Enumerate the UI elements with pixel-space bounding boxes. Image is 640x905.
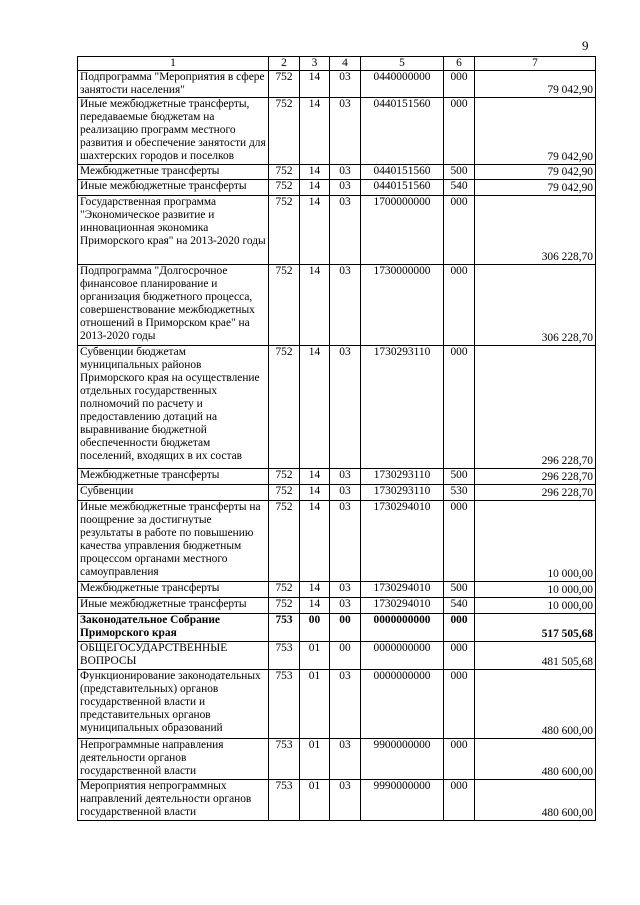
cell-name: Иные межбюджетные трансферты <box>78 598 269 614</box>
cell-admin-code: 752 <box>269 346 300 469</box>
cell-admin-code: 752 <box>269 265 300 346</box>
cell-name: Иные межбюджетные трансферты, передаваемые бюджетам на реализацию программ местного развития и обеспечение занятости для шахтерских городов и поселков <box>78 98 269 165</box>
column-header: 4 <box>330 57 361 71</box>
cell-section: 14 <box>300 165 330 180</box>
cell-amount: 10 000,00 <box>475 582 596 598</box>
cell-expense-type: 000 <box>444 196 475 265</box>
cell-expense-type: 530 <box>444 485 475 501</box>
cell-amount: 306 228,70 <box>475 196 596 265</box>
cell-expense-type: 500 <box>444 582 475 598</box>
column-header: 3 <box>300 57 330 71</box>
cell-name: Законодательное Собрание Приморского края <box>78 614 269 642</box>
page-number: 9 <box>582 38 589 53</box>
cell-section: 01 <box>300 780 330 821</box>
table-row <box>78 642 596 670</box>
cell-amount: 480 600,00 <box>475 739 596 780</box>
cell-name: Функционирование законодательных (представительных) органов государственной власти и представительных органов муниципальных образований <box>78 670 269 739</box>
cell-expense-type: 000 <box>444 265 475 346</box>
cell-section: 14 <box>300 582 330 598</box>
cell-subsection: 03 <box>330 469 361 485</box>
cell-expense-type: 500 <box>444 469 475 485</box>
table-row <box>78 165 596 180</box>
cell-amount: 10 000,00 <box>475 501 596 582</box>
column-header: 6 <box>444 57 475 71</box>
cell-target-article: 1700000000 <box>361 196 444 265</box>
cell-expense-type: 000 <box>444 501 475 582</box>
cell-subsection: 03 <box>330 180 361 196</box>
cell-subsection: 03 <box>330 485 361 501</box>
table-row <box>78 71 596 98</box>
cell-section: 01 <box>300 739 330 780</box>
cell-admin-code: 752 <box>269 598 300 614</box>
cell-target-article: 1730000000 <box>361 265 444 346</box>
cell-name: Субвенции бюджетам муниципальных районов Приморского края на осуществление отдельных государственных полномочий по расчету и предоставлению дотаций на выравнивание бюджетной обеспеченности бюджетам поселений, входящих в их состав <box>78 346 269 469</box>
cell-target-article: 0000000000 <box>361 642 444 670</box>
cell-section: 14 <box>300 180 330 196</box>
cell-target-article: 0000000000 <box>361 670 444 739</box>
cell-name: Мероприятия непрограммных направлений деятельности органов государственной власти <box>78 780 269 821</box>
cell-target-article: 1730293110 <box>361 346 444 469</box>
cell-target-article: 1730293110 <box>361 469 444 485</box>
cell-admin-code: 752 <box>269 165 300 180</box>
cell-amount: 296 228,70 <box>475 346 596 469</box>
cell-subsection: 00 <box>330 642 361 670</box>
cell-section: 00 <box>300 614 330 642</box>
cell-subsection: 03 <box>330 265 361 346</box>
cell-expense-type: 540 <box>444 598 475 614</box>
column-header: 2 <box>269 57 300 71</box>
cell-amount: 517 505,68 <box>475 614 596 642</box>
cell-section: 14 <box>300 501 330 582</box>
cell-expense-type: 000 <box>444 642 475 670</box>
cell-amount: 481 505,68 <box>475 642 596 670</box>
cell-target-article: 0000000000 <box>361 614 444 642</box>
table-row <box>78 180 596 196</box>
cell-admin-code: 752 <box>269 582 300 598</box>
table-row <box>78 739 596 780</box>
cell-admin-code: 752 <box>269 180 300 196</box>
cell-expense-type: 000 <box>444 71 475 98</box>
cell-admin-code: 752 <box>269 469 300 485</box>
table-row <box>78 469 596 485</box>
cell-target-article: 0440151560 <box>361 165 444 180</box>
table-row <box>78 598 596 614</box>
cell-name: Межбюджетные трансферты <box>78 165 269 180</box>
cell-section: 01 <box>300 670 330 739</box>
cell-subsection: 03 <box>330 739 361 780</box>
cell-expense-type: 000 <box>444 739 475 780</box>
cell-section: 14 <box>300 485 330 501</box>
cell-target-article: 1730293110 <box>361 485 444 501</box>
table-row <box>78 501 596 582</box>
cell-admin-code: 753 <box>269 614 300 642</box>
cell-amount: 79 042,90 <box>475 98 596 165</box>
cell-amount: 480 600,00 <box>475 670 596 739</box>
cell-subsection: 03 <box>330 98 361 165</box>
column-header: 1 <box>78 57 269 71</box>
cell-subsection: 03 <box>330 670 361 739</box>
cell-name: Государственная программа "Экономическое развитие и инновационная экономика Приморского края" на 2013-2020 годы <box>78 196 269 265</box>
cell-expense-type: 000 <box>444 614 475 642</box>
table-row <box>78 670 596 739</box>
cell-section: 14 <box>300 265 330 346</box>
cell-target-article: 0440151560 <box>361 98 444 165</box>
cell-amount: 296 228,70 <box>475 485 596 501</box>
cell-admin-code: 752 <box>269 485 300 501</box>
cell-subsection: 03 <box>330 196 361 265</box>
cell-amount: 10 000,00 <box>475 598 596 614</box>
cell-target-article: 1730294010 <box>361 501 444 582</box>
cell-admin-code: 752 <box>269 196 300 265</box>
column-header: 7 <box>475 57 596 71</box>
cell-name: Подпрограмма "Мероприятия в сфере занятости населения" <box>78 71 269 98</box>
cell-amount: 480 600,00 <box>475 780 596 821</box>
cell-admin-code: 753 <box>269 780 300 821</box>
cell-admin-code: 753 <box>269 739 300 780</box>
cell-admin-code: 752 <box>269 71 300 98</box>
table-row <box>78 780 596 821</box>
table-row <box>78 265 596 346</box>
cell-name: Субвенции <box>78 485 269 501</box>
cell-target-article: 1730294010 <box>361 582 444 598</box>
cell-expense-type: 000 <box>444 98 475 165</box>
cell-amount: 306 228,70 <box>475 265 596 346</box>
cell-section: 14 <box>300 196 330 265</box>
cell-section: 14 <box>300 346 330 469</box>
cell-name: Иные межбюджетные трансферты на поощрение за достигнутые результаты в работе по повышению качества управления бюджетным процессом органами местного самоуправления <box>78 501 269 582</box>
cell-target-article: 9990000000 <box>361 780 444 821</box>
cell-name: Подпрограмма "Долгосрочное финансовое планирование и организация бюджетного процесса, совершенствование межбюджетных отношений в Приморском крае" на 2013-2020 годы <box>78 265 269 346</box>
cell-target-article: 9900000000 <box>361 739 444 780</box>
cell-section: 14 <box>300 469 330 485</box>
cell-subsection: 03 <box>330 780 361 821</box>
cell-expense-type: 000 <box>444 346 475 469</box>
cell-name: Иные межбюджетные трансферты <box>78 180 269 196</box>
table-row <box>78 98 596 165</box>
cell-admin-code: 752 <box>269 501 300 582</box>
table-row <box>78 485 596 501</box>
cell-section: 01 <box>300 642 330 670</box>
table-row <box>78 614 596 642</box>
table-row <box>78 346 596 469</box>
cell-name: ОБЩЕГОСУДАРСТВЕННЫЕ ВОПРОСЫ <box>78 642 269 670</box>
budget-table <box>77 56 596 821</box>
cell-subsection: 03 <box>330 71 361 98</box>
cell-name: Межбюджетные трансферты <box>78 582 269 598</box>
cell-name: Непрограммные направления деятельности органов государственной власти <box>78 739 269 780</box>
cell-expense-type: 500 <box>444 165 475 180</box>
cell-target-article: 1730294010 <box>361 598 444 614</box>
cell-amount: 79 042,90 <box>475 71 596 98</box>
cell-subsection: 03 <box>330 582 361 598</box>
cell-amount: 79 042,90 <box>475 180 596 196</box>
cell-subsection: 03 <box>330 165 361 180</box>
cell-amount: 296 228,70 <box>475 469 596 485</box>
cell-admin-code: 753 <box>269 670 300 739</box>
cell-expense-type: 000 <box>444 670 475 739</box>
column-header-row <box>78 57 596 71</box>
cell-name: Межбюджетные трансферты <box>78 469 269 485</box>
cell-target-article: 0440151560 <box>361 180 444 196</box>
cell-admin-code: 752 <box>269 98 300 165</box>
cell-expense-type: 000 <box>444 780 475 821</box>
cell-section: 14 <box>300 71 330 98</box>
cell-subsection: 00 <box>330 614 361 642</box>
column-header: 5 <box>361 57 444 71</box>
cell-subsection: 03 <box>330 346 361 469</box>
cell-section: 14 <box>300 598 330 614</box>
cell-subsection: 03 <box>330 598 361 614</box>
cell-expense-type: 540 <box>444 180 475 196</box>
cell-subsection: 03 <box>330 501 361 582</box>
cell-amount: 79 042,90 <box>475 165 596 180</box>
table-row <box>78 582 596 598</box>
table-row <box>78 196 596 265</box>
cell-section: 14 <box>300 98 330 165</box>
cell-admin-code: 753 <box>269 642 300 670</box>
cell-target-article: 0440000000 <box>361 71 444 98</box>
